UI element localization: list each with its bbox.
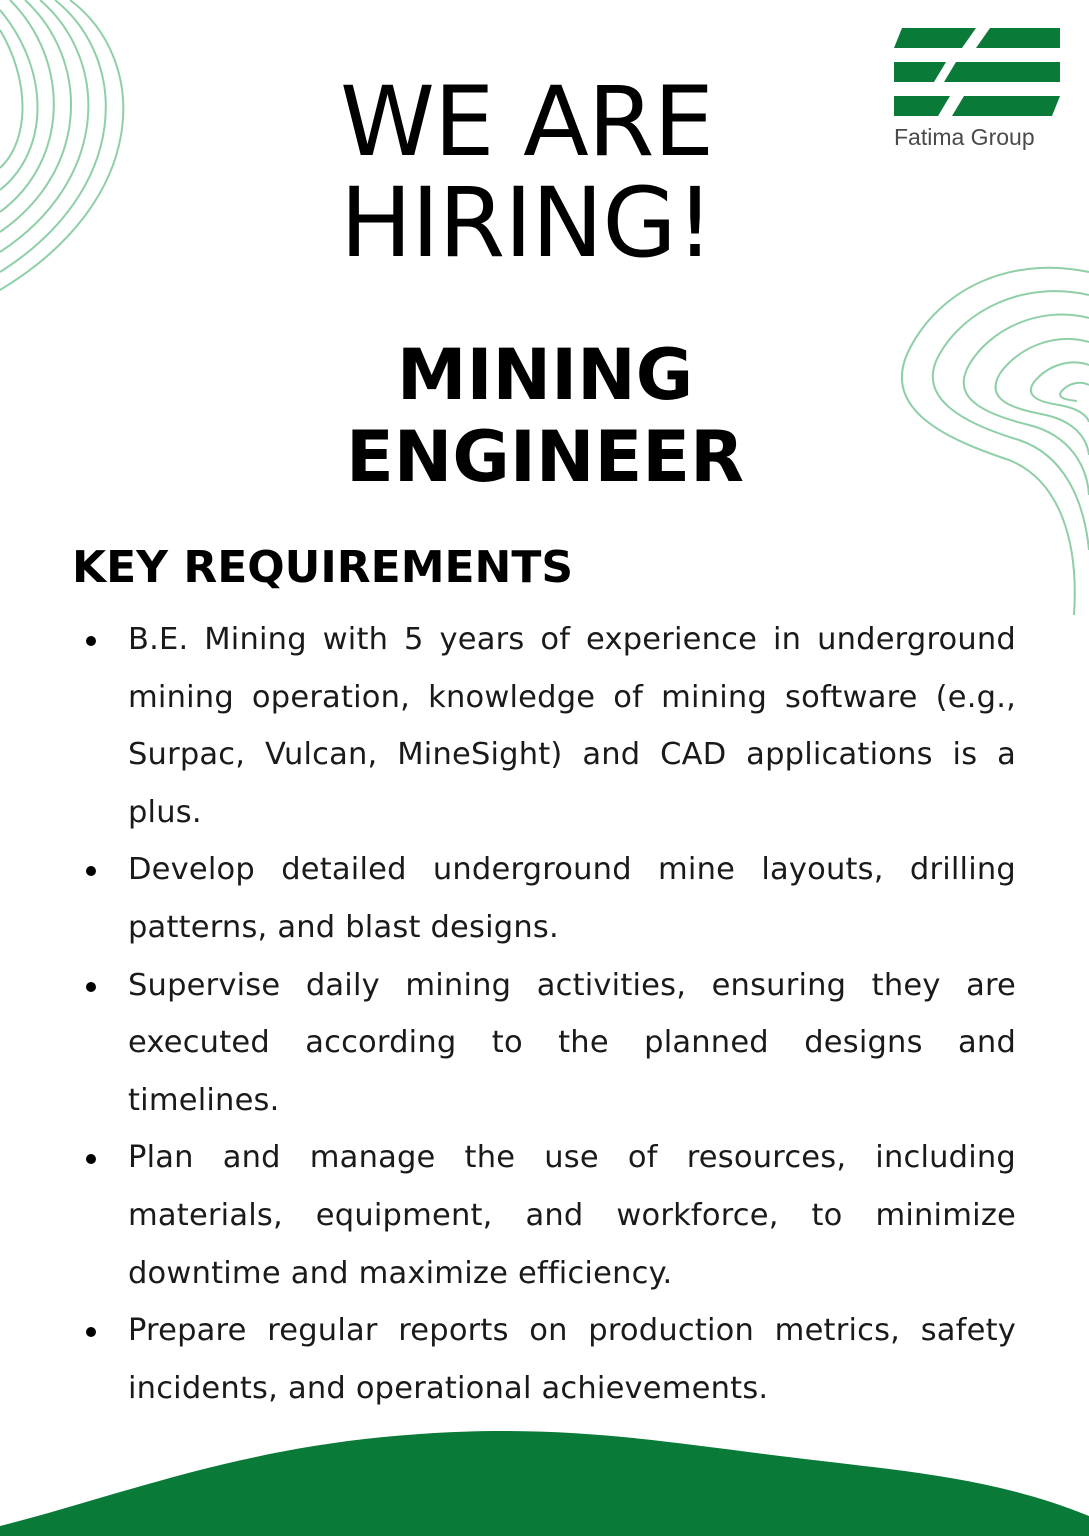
job-title-line-1: MINING (396, 334, 694, 416)
requirement-text: Supervise daily mining activities, ensuring they are executed according to the planned designs and timelines. (128, 967, 1016, 1118)
requirement-item (128, 611, 1016, 841)
requirement-item (128, 957, 1016, 1130)
requirement-item (128, 841, 1016, 956)
decorative-contour-lines-top-left (0, 0, 160, 300)
company-logo (894, 26, 1064, 156)
headline-line-2: HIRING! (340, 167, 714, 279)
job-title-line-2: ENGINEER (345, 416, 745, 498)
hiring-headline (340, 66, 740, 279)
requirement-text: B.E. Mining with 5 years of experience in underground mining operation, knowledge of mining software (e.g., Surpac, Vulcan, MineSight) and CAD applications is a plus. (128, 622, 1016, 830)
decorative-green-wave (0, 1426, 1089, 1536)
fatima-group-logo-icon (894, 26, 1060, 118)
requirement-item (128, 1129, 1016, 1302)
requirement-text: Plan and manage the use of resources, including materials, equipment, and workforce, to minimize downtime and maximize efficiency. (128, 1140, 1016, 1291)
bullet-icon (86, 1154, 96, 1164)
headline-line-1: WE ARE (340, 66, 714, 178)
job-title (290, 334, 800, 498)
key-requirements-heading: KEY REQUIREMENTS (72, 542, 574, 593)
requirement-text: Prepare regular reports on production metrics, safety incidents, and operational achievements. (128, 1313, 1016, 1406)
requirements-list (128, 611, 1016, 1417)
bullet-icon (86, 866, 96, 876)
decorative-contour-lines-right (889, 260, 1089, 620)
requirement-text: Develop detailed underground mine layouts, drilling patterns, and blast designs. (128, 852, 1016, 945)
bullet-icon (86, 636, 96, 646)
bullet-icon (86, 982, 96, 992)
company-name: Fatima Group (894, 124, 1035, 150)
bullet-icon (86, 1327, 96, 1337)
requirement-item (128, 1302, 1016, 1417)
